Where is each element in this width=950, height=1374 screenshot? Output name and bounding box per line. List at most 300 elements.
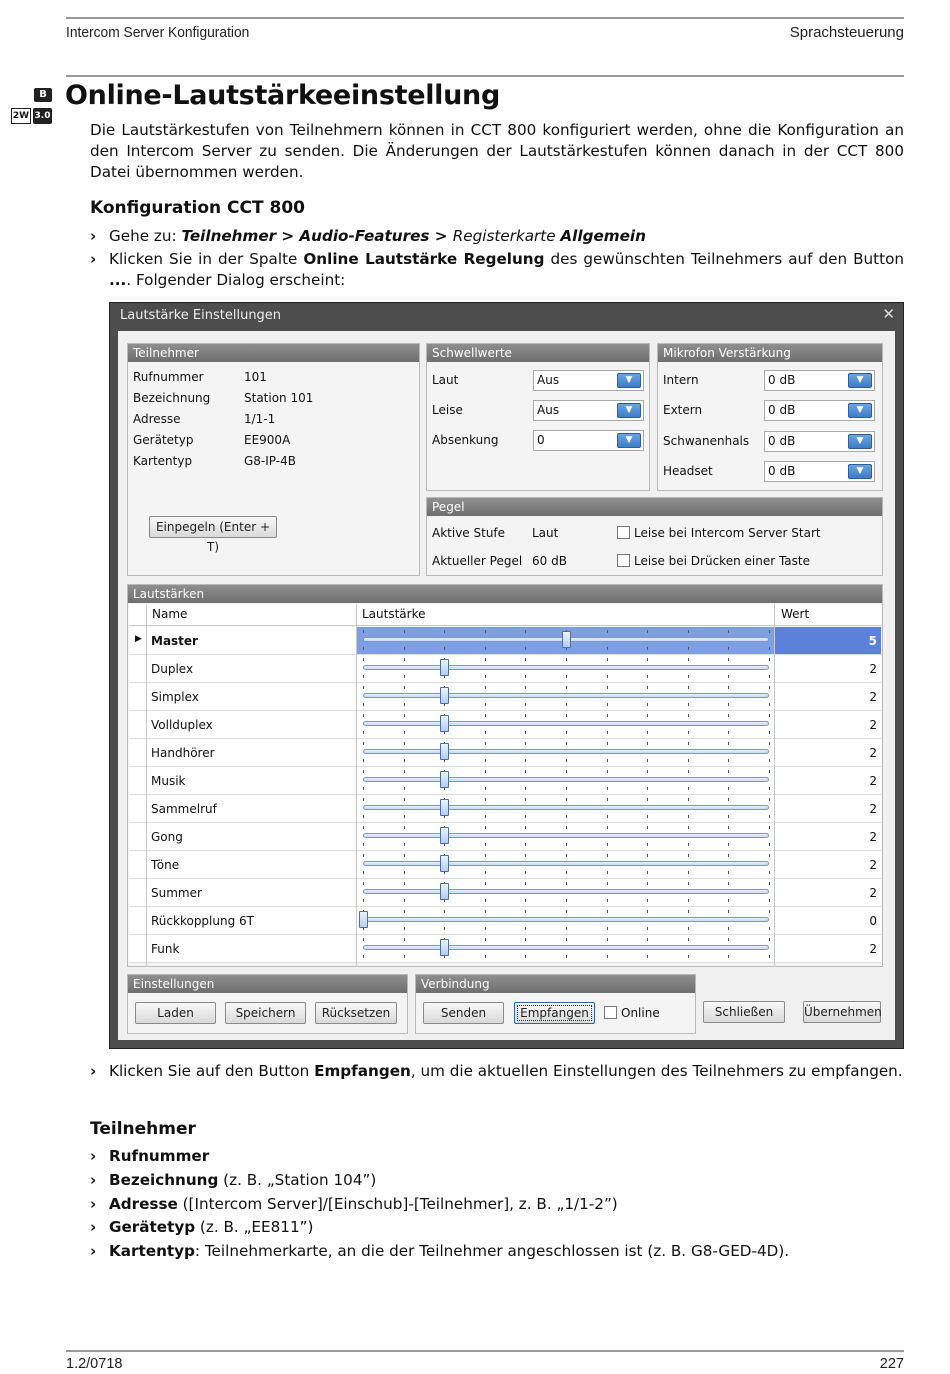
slider-tick xyxy=(525,686,526,689)
group-verbindung xyxy=(415,974,696,1034)
slider-tick xyxy=(769,798,770,801)
chevron-right-icon: › xyxy=(90,227,97,245)
slider-tick xyxy=(485,675,486,678)
bullet-click-column: › Klicken Sie in der Spalte Online Lautstärke Regelung des gewünschten Teilnehmers auf den Button .... Folgender Dialog erscheint: xyxy=(90,250,904,289)
slider-thumb[interactable] xyxy=(440,715,449,732)
slider-tick xyxy=(688,826,689,829)
slider-tick xyxy=(404,815,405,818)
chevron-right-icon: › xyxy=(90,1171,97,1189)
absenkung-select[interactable]: 0 ▼ xyxy=(533,430,644,451)
field-value: 101 xyxy=(244,370,267,384)
table-row[interactable] xyxy=(129,655,881,683)
volume-slider[interactable] xyxy=(357,711,775,738)
slider-tick xyxy=(607,787,608,790)
slider-tick xyxy=(769,731,770,734)
slider-tick xyxy=(769,882,770,885)
volume-slider[interactable] xyxy=(357,739,775,766)
slider-tick xyxy=(607,815,608,818)
slider-tick xyxy=(404,899,405,902)
group-header: Lautstärken xyxy=(128,585,882,603)
slider-tick xyxy=(728,882,729,885)
slider-tick xyxy=(728,955,729,958)
slider-tick xyxy=(525,798,526,801)
slider-tick xyxy=(485,854,486,857)
slider-tick xyxy=(769,714,770,717)
slider-thumb[interactable] xyxy=(359,911,368,928)
slider-tick xyxy=(525,899,526,902)
slider-tick xyxy=(769,854,770,857)
slider-tick xyxy=(769,759,770,762)
slider-tick xyxy=(688,938,689,941)
slider-tick xyxy=(485,703,486,706)
slider-thumb[interactable] xyxy=(440,687,449,704)
slider-tick xyxy=(688,899,689,902)
slider-thumb[interactable] xyxy=(440,939,449,956)
volume-slider[interactable] xyxy=(357,627,775,654)
page-title: Online-Lautstärkeeinstellung xyxy=(65,80,500,111)
slider-tick xyxy=(566,910,567,913)
slider-track xyxy=(363,721,769,726)
field-label: Schwanenhals xyxy=(663,434,750,448)
slider-tick xyxy=(566,854,567,857)
slider-tick xyxy=(525,742,526,745)
slider-tick xyxy=(485,938,486,941)
dialog-title: Lautstärke Einstellungen xyxy=(120,308,282,323)
slider-tick xyxy=(607,675,608,678)
slider-tick xyxy=(444,647,445,650)
volume-slider[interactable] xyxy=(357,767,775,794)
bullet-empfangen: › Klicken Sie auf den Button Empfangen, um die aktuellen Einstellungen des Teilnehmers zu empfangen. xyxy=(90,1062,903,1080)
slider-tick xyxy=(363,938,364,941)
laden-button[interactable]: Laden xyxy=(135,1002,216,1024)
slider-tick xyxy=(607,843,608,846)
slider-tick xyxy=(363,815,364,818)
slider-tick xyxy=(769,742,770,745)
slider-tick xyxy=(363,714,364,717)
slider-tick xyxy=(485,815,486,818)
row-value: 2 xyxy=(869,774,877,788)
slider-tick xyxy=(566,826,567,829)
slider-thumb[interactable] xyxy=(440,855,449,872)
slider-tick xyxy=(647,815,648,818)
slider-tick xyxy=(688,910,689,913)
slider-tick xyxy=(607,630,608,633)
slider-tick xyxy=(525,882,526,885)
slider-tick xyxy=(525,731,526,734)
table-row[interactable] xyxy=(129,823,881,851)
slider-tick xyxy=(363,703,364,706)
group-teilnehmer xyxy=(127,343,420,576)
page-number: 227 xyxy=(879,1356,904,1372)
row-value: 2 xyxy=(869,942,877,956)
slider-tick xyxy=(647,798,648,801)
slider-tick xyxy=(525,759,526,762)
field-value: 1/1-1 xyxy=(244,412,276,426)
slider-tick xyxy=(525,843,526,846)
field-label: Laut xyxy=(432,373,459,387)
slider-tick xyxy=(363,843,364,846)
chevron-down-icon: ▼ xyxy=(848,464,872,479)
leise-select[interactable]: Aus ▼ xyxy=(533,400,644,421)
slider-tick xyxy=(728,731,729,734)
slider-tick xyxy=(363,675,364,678)
schliessen-button[interactable]: Schließen xyxy=(703,1001,785,1023)
field-label: Rufnummer xyxy=(133,370,204,384)
intern-select[interactable]: 0 dB ▼ xyxy=(764,370,875,391)
group-einstellungen xyxy=(127,974,408,1034)
slider-track xyxy=(363,833,769,838)
slider-tick xyxy=(363,882,364,885)
slider-tick xyxy=(728,647,729,650)
value-highlight xyxy=(775,627,881,654)
slider-tick xyxy=(688,787,689,790)
slider-tick xyxy=(688,955,689,958)
speichern-button[interactable]: Speichern xyxy=(225,1002,306,1024)
slider-tick xyxy=(404,770,405,773)
einpegeln-button[interactable]: Einpegeln (Enter + T) xyxy=(149,516,277,538)
slider-tick xyxy=(769,647,770,650)
chevron-right-icon: › xyxy=(90,1195,97,1213)
slider-tick xyxy=(647,854,648,857)
slider-tick xyxy=(769,770,770,773)
slider-tick xyxy=(566,770,567,773)
slider-tick xyxy=(404,686,405,689)
slider-tick xyxy=(607,658,608,661)
slider-tick xyxy=(566,815,567,818)
slider-tick xyxy=(647,630,648,633)
slider-tick xyxy=(363,798,364,801)
slider-tick xyxy=(566,899,567,902)
slider-tick xyxy=(688,798,689,801)
table-row[interactable] xyxy=(129,683,881,711)
headset-select[interactable]: 0 dB ▼ xyxy=(764,461,875,482)
chevron-right-icon: › xyxy=(90,1062,97,1080)
group-header: Einstellungen xyxy=(128,975,407,993)
slider-tick xyxy=(525,647,526,650)
slider-tick xyxy=(728,787,729,790)
column-divider xyxy=(146,604,147,967)
slider-tick xyxy=(525,938,526,941)
slider-tick xyxy=(607,826,608,829)
slider-tick xyxy=(647,703,648,706)
slider-tick xyxy=(363,770,364,773)
slider-tick xyxy=(404,787,405,790)
intro-paragraph: Die Lautstärkestufen von Teilnehmern können in CCT 800 konfiguriert werden, ohne die Konfiguration an den Intercom Server zu senden. Die Änderungen der Lautstärkestufen können danach in der CCT 800 Datei übernommen werden. xyxy=(90,121,904,181)
field-label: Extern xyxy=(663,403,703,417)
slider-tick xyxy=(769,686,770,689)
extern-select[interactable]: 0 dB ▼ xyxy=(764,400,875,421)
slider-tick xyxy=(404,927,405,930)
slider-thumb[interactable] xyxy=(562,631,571,648)
row-name: Handhörer xyxy=(151,746,215,760)
slider-tick xyxy=(525,658,526,661)
slider-tick xyxy=(525,770,526,773)
slider-tick xyxy=(647,871,648,874)
slider-track xyxy=(363,749,769,754)
dialog-body xyxy=(118,331,895,1040)
slider-tick xyxy=(525,927,526,930)
slider-tick xyxy=(363,759,364,762)
slider-track xyxy=(363,777,769,782)
slider-tick xyxy=(688,703,689,706)
slider-tick xyxy=(688,815,689,818)
row-value: 2 xyxy=(869,830,877,844)
slider-tick xyxy=(525,630,526,633)
slider-tick xyxy=(728,770,729,773)
slider-tick xyxy=(404,703,405,706)
slider-tick xyxy=(647,686,648,689)
field-label: Intern xyxy=(663,373,699,387)
slider-track xyxy=(363,889,769,894)
group-pegel xyxy=(426,497,883,576)
chevron-down-icon: ▼ xyxy=(848,434,872,449)
slider-thumb[interactable] xyxy=(440,743,449,760)
col-header-value[interactable]: Wert xyxy=(781,607,810,621)
section-heading-teilnehmer: Teilnehmer xyxy=(90,1119,196,1139)
slider-tick xyxy=(404,675,405,678)
slider-thumb[interactable] xyxy=(440,799,449,816)
slider-tick xyxy=(404,647,405,650)
list-item: › Gerätetyp (z. B. „EE811”) xyxy=(90,1218,314,1236)
slider-thumb[interactable] xyxy=(440,659,449,676)
slider-tick xyxy=(688,742,689,745)
table-row[interactable] xyxy=(129,879,881,907)
checkbox-label: Leise bei Intercom Server Start xyxy=(634,526,821,540)
slider-tick xyxy=(525,955,526,958)
group-mikrofon xyxy=(657,343,883,491)
row-value: 2 xyxy=(869,886,877,900)
slider-tick xyxy=(688,658,689,661)
slider-tick xyxy=(363,899,364,902)
slider-tick xyxy=(607,938,608,941)
slider-tick xyxy=(485,658,486,661)
slider-tick xyxy=(566,938,567,941)
slider-tick xyxy=(647,759,648,762)
row-name: Musik xyxy=(151,774,186,788)
chevron-right-icon: › xyxy=(90,1242,97,1260)
slider-tick xyxy=(647,826,648,829)
slider-tick xyxy=(485,910,486,913)
field-label: Aktueller Pegel xyxy=(432,554,523,568)
slider-tick xyxy=(688,854,689,857)
slider-tick xyxy=(647,770,648,773)
header-right: Sprachsteuerung xyxy=(789,24,904,41)
slider-tick xyxy=(363,658,364,661)
slider-tick xyxy=(688,927,689,930)
table-row[interactable] xyxy=(129,851,881,879)
slider-track xyxy=(363,665,769,670)
col-header-name[interactable]: Name xyxy=(152,607,188,621)
volume-slider[interactable] xyxy=(357,851,775,878)
field-value: 60 dB xyxy=(532,554,567,568)
table-row[interactable] xyxy=(129,935,881,963)
slider-tick xyxy=(525,910,526,913)
slider-tick xyxy=(607,882,608,885)
slider-tick xyxy=(525,787,526,790)
slider-tick xyxy=(728,658,729,661)
row-name: Simplex xyxy=(151,690,199,704)
table-row[interactable] xyxy=(129,627,881,655)
slider-tick xyxy=(566,798,567,801)
chevron-down-icon: ▼ xyxy=(848,373,872,388)
slider-tick xyxy=(525,675,526,678)
slider-tick xyxy=(363,647,364,650)
slider-tick xyxy=(607,871,608,874)
slider-tick xyxy=(688,882,689,885)
slider-tick xyxy=(647,647,648,650)
slider-tick xyxy=(769,910,770,913)
slider-tick xyxy=(485,927,486,930)
slider-tick xyxy=(688,630,689,633)
volume-slider[interactable] xyxy=(357,655,775,682)
slider-tick xyxy=(566,742,567,745)
field-value: Laut xyxy=(532,526,559,540)
row-name: Funk xyxy=(151,942,180,956)
group-lautstaerken xyxy=(127,584,883,967)
slider-tick xyxy=(404,658,405,661)
empfangen-button[interactable]: Empfangen xyxy=(514,1002,595,1024)
volume-settings-dialog xyxy=(109,302,904,1049)
slider-tick xyxy=(728,675,729,678)
group-header: Mikrofon Verstärkung xyxy=(658,344,882,362)
field-value: EE900A xyxy=(244,433,291,447)
slider-tick xyxy=(404,854,405,857)
slider-tick xyxy=(688,675,689,678)
row-name: Master xyxy=(151,634,198,648)
field-label: Bezeichnung xyxy=(133,391,211,405)
group-header: Teilnehmer xyxy=(128,344,419,362)
row-value: 2 xyxy=(869,746,877,760)
slider-tick xyxy=(566,658,567,661)
volume-slider[interactable] xyxy=(357,879,775,906)
slider-tick xyxy=(525,815,526,818)
slider-tick xyxy=(566,927,567,930)
senden-button[interactable]: Senden xyxy=(423,1002,504,1024)
slider-tick xyxy=(607,899,608,902)
table-row[interactable] xyxy=(129,795,881,823)
badge-b: B xyxy=(34,88,52,102)
online-checkbox[interactable] xyxy=(604,1006,617,1019)
slider-tick xyxy=(769,787,770,790)
slider-tick xyxy=(728,703,729,706)
slider-thumb[interactable] xyxy=(440,827,449,844)
row-value: 2 xyxy=(869,690,877,704)
slider-tick xyxy=(485,826,486,829)
slider-tick xyxy=(728,714,729,717)
slider-tick xyxy=(728,826,729,829)
slider-tick xyxy=(728,630,729,633)
chevron-right-icon: › xyxy=(90,250,97,268)
laut-select[interactable]: Aus ▼ xyxy=(533,370,644,391)
table-row[interactable] xyxy=(129,711,881,739)
volume-slider[interactable] xyxy=(357,683,775,710)
slider-tick xyxy=(688,770,689,773)
checkbox-leise-start[interactable] xyxy=(617,526,630,539)
slider-tick xyxy=(769,703,770,706)
slider-tick xyxy=(404,742,405,745)
volume-slider[interactable] xyxy=(357,823,775,850)
slider-tick xyxy=(607,742,608,745)
slider-tick xyxy=(566,675,567,678)
slider-thumb[interactable] xyxy=(440,883,449,900)
row-name: Vollduplex xyxy=(151,718,213,732)
row-name: Rückkopplung 6T xyxy=(151,914,254,928)
slider-tick xyxy=(363,742,364,745)
badge-2w: 2W xyxy=(11,108,31,124)
slider-tick xyxy=(769,927,770,930)
slider-tick xyxy=(728,798,729,801)
column-divider xyxy=(774,604,775,967)
table-row[interactable] xyxy=(129,767,881,795)
footer-left: 1.2/0718 xyxy=(66,1356,123,1372)
online-label: Online xyxy=(621,1006,660,1020)
slider-tick xyxy=(647,955,648,958)
group-schwellwerte xyxy=(426,343,650,491)
chevron-down-icon: ▼ xyxy=(617,403,641,418)
slider-tick xyxy=(607,686,608,689)
slider-tick xyxy=(444,910,445,913)
field-label: Adresse xyxy=(133,412,181,426)
slider-thumb[interactable] xyxy=(440,771,449,788)
slider-tick xyxy=(647,882,648,885)
col-header-slider[interactable]: Lautstärke xyxy=(362,607,426,621)
chevron-down-icon: ▼ xyxy=(617,433,641,448)
volume-slider[interactable] xyxy=(357,795,775,822)
schwanenhals-select[interactable]: 0 dB ▼ xyxy=(764,431,875,452)
slider-tick xyxy=(404,871,405,874)
slider-tick xyxy=(647,675,648,678)
slider-tick xyxy=(688,843,689,846)
row-value: 5 xyxy=(868,634,877,648)
column-divider xyxy=(356,604,357,967)
header-left: Intercom Server Konfiguration xyxy=(66,24,250,41)
checkbox-leise-taste[interactable] xyxy=(617,554,630,567)
slider-tick xyxy=(647,787,648,790)
volume-slider[interactable] xyxy=(357,907,775,934)
slider-tick xyxy=(485,686,486,689)
slider-tick xyxy=(769,899,770,902)
slider-tick xyxy=(688,647,689,650)
slider-tick xyxy=(647,742,648,745)
slider-tick xyxy=(363,787,364,790)
slider-tick xyxy=(769,630,770,633)
header-rule-2 xyxy=(66,75,904,77)
slider-tick xyxy=(363,686,364,689)
slider-tick xyxy=(485,759,486,762)
table-row[interactable] xyxy=(129,739,881,767)
ruecksetzen-button[interactable]: Rücksetzen xyxy=(315,1002,397,1024)
slider-tick xyxy=(607,714,608,717)
slider-tick xyxy=(404,731,405,734)
slider-tick xyxy=(444,927,445,930)
close-icon[interactable]: ✕ xyxy=(882,305,895,323)
table-row[interactable] xyxy=(129,907,881,935)
header-rule xyxy=(66,17,904,19)
slider-tick xyxy=(404,882,405,885)
badge-version: 3.0 xyxy=(33,108,52,124)
row-value: 2 xyxy=(869,718,877,732)
slider-tick xyxy=(404,843,405,846)
volume-slider[interactable] xyxy=(357,935,775,962)
uebernehmen-button[interactable]: Übernehmen xyxy=(803,1001,881,1023)
slider-tick xyxy=(607,955,608,958)
field-label: Aktive Stufe xyxy=(432,526,506,540)
slider-tick xyxy=(728,871,729,874)
slider-tick xyxy=(647,938,648,941)
slider-tick xyxy=(485,647,486,650)
chevron-right-icon: › xyxy=(90,1147,97,1165)
slider-tick xyxy=(566,703,567,706)
